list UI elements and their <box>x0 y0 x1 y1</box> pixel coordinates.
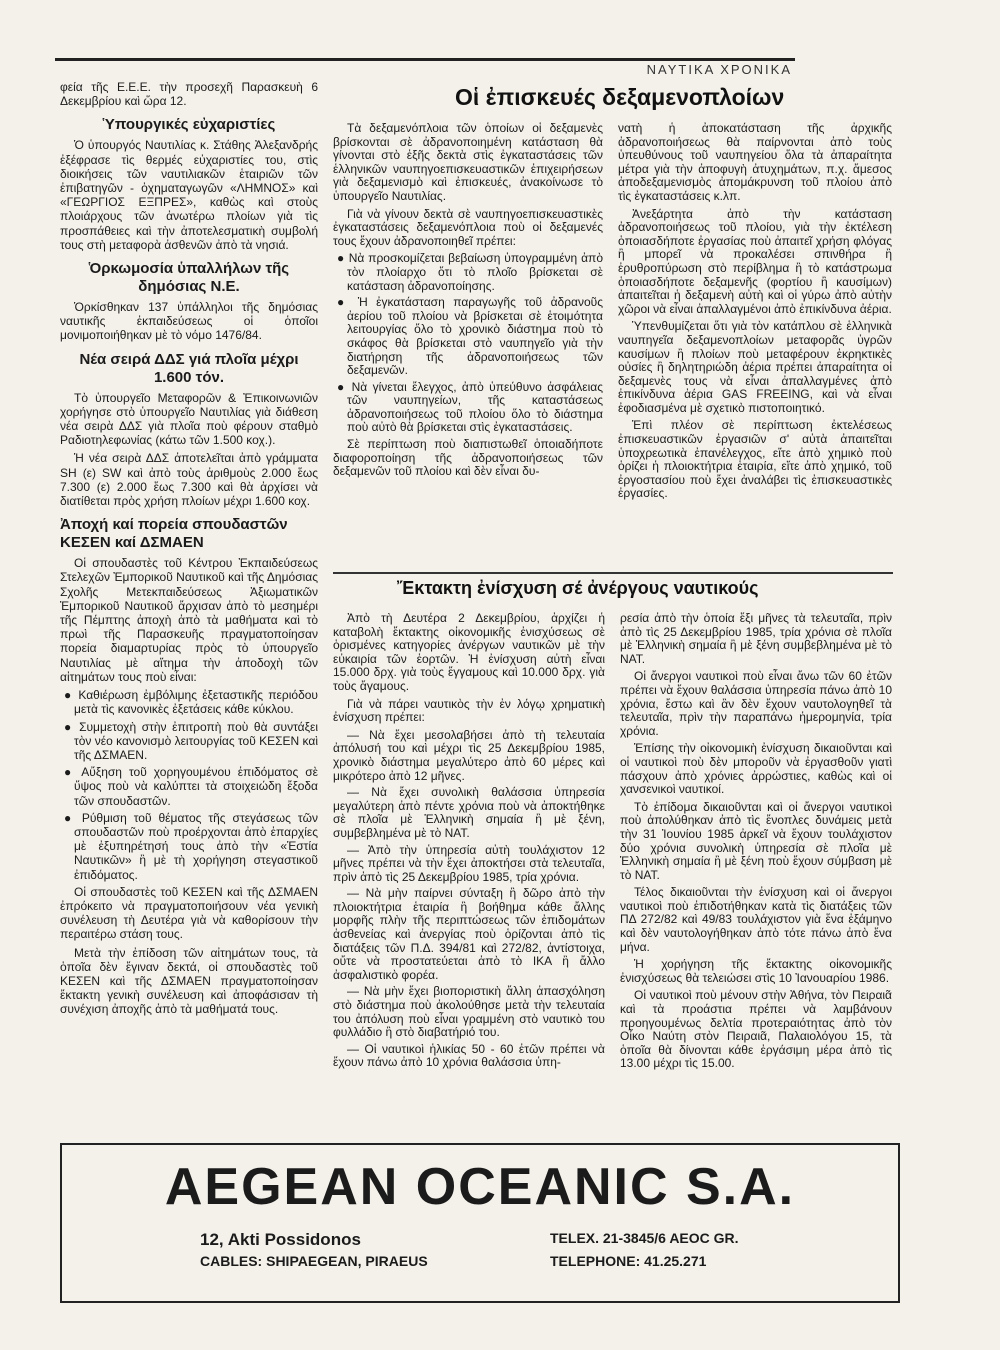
paragraph: Ὁ ὑπουργός Ναυτιλίας κ. Στάθης Ἀλεξανδρής ἐξέφρασε τὶς θερμές εὐχαριστίες του, στὶς διοικήσεις τῶν ναυτιλιακῶν ἑταιριῶν τῶν ἐπιβατηγῶν - ὀχηματαγωγῶν «ΛΗΜΝΟΣ» καὶ «ΓΕΩΡΓΙΟΣ ΕΞΠΡΕΣ», καθὼς καὶ στοὺς πλοιάρχους τῶν ἀνωτέρω πλοίων γιὰ τὶς προσπάθειες καὶ τὴν ἀποτελεσματικὴ συμβολή τους στὴ μεταφορὰ ἀσθενῶν ἀπὸ τὰ νησιά. <box>60 138 318 252</box>
paragraph: Τὸ ἐπίδομα δικαιοῦνται καὶ οἱ ἄνεργοι ναυτικοὶ ποὺ ἀπολύθηκαν ἀπὸ τὶς ἔνοπλες δυνάμεις μετὰ τὴν 31 Ἰουνίου 1985 ἀρκεῖ νὰ ἔχουν τουλάχιστον δύο χρόνια συνολικὴ ὑπηρεσία σὲ πλοῖα μὲ Ἑλληνικὴ σημαία ἢ μὲ ξένη ποὺ ἔχουν σύμβαση μὲ τὸ ΝΑΤ. <box>620 799 892 882</box>
paragraph: Ὁρκίσθηκαν 137 ὑπάλληλοι τῆς δημόσιας ναυτικῆς ἐκπαιδεύσεως οἱ ὁποῖοι μονιμοποιήθηκαν μὲ τὸ νόμο 1476/84. <box>60 300 318 343</box>
intro-text: φεία τῆς Ε.Ε.Ε. τὴν προσεχῆ Παρασκευὴ 6 Δεκεμβρίου καὶ ὥρα 12. <box>60 80 318 109</box>
section-title-dds: Νέα σειρά ΔΔΣ γιά πλοῖα μέχρι 1.600 τόν. <box>79 350 299 386</box>
company-address: 12, Akti Possidonos <box>200 1230 361 1249</box>
paragraph: Ἐπίσης τὴν οἰκονομικὴ ἐνίσχυση δικαιοῦνται καὶ οἱ ναυτικοὶ ποὺ δὲν μποροῦν νὰ ἐργασθοῦν γιατὶ πάσχουν ἀπὸ χρόνιες ἀρρώστιες, καθὼς καὶ οἱ χανσενικοὶ ναυτικοί. <box>620 741 892 797</box>
section-title-students: Ἀποχή καί πορεία σπουδαστῶν ΚΕΣΕΝ καί ΔΣΜΑΕΝ <box>60 516 288 552</box>
bullet-item: ● Συμμετοχὴ στὴν ἐπιτροπὴ ποὺ θὰ συντάξει τὸν νέο κανονισμὸ λειτουργίας τοῦ ΚΕΣΕΝ καὶ τῆς ΔΣΜΑΕΝ. <box>64 719 318 762</box>
repairs-column-2 <box>618 122 892 505</box>
paragraph: Οἱ σπουδαστὲς τοῦ Κέντρου Ἐκπαιδεύσεως Στελεχῶν Ἐμπορικοῦ Ναυτικοῦ καὶ τῆς Δημόσιας Σχολῆς Μετεκπαιδεύσεως Ἀξιωματικῶν Ἐμπορικοῦ Ναυτικοῦ ἄρχισαν ἀπὸ τὸ μεσημέρι τῆς Πέμπτης ἀποχὴ ἀπὸ τὰ μαθήματα καὶ τὸ πρωὶ τῆς Παρασκευῆς πραγματοποίησαν πορεία διαμαρτυρίας πρὸς τὸ ὑπουργεῖο Ναυτιλίας μὲ αἴτημα τὴν ἀποδοχὴ τῶν αἰτημάτων τους ποὺ εἶναι: <box>60 556 318 684</box>
paragraph: Γιὰ νὰ γίνουν δεκτὰ σὲ ναυπηγοεπισκευαστικὲς ἐγκαταστάσεις δεξαμενόπλοια ποὺ οἱ δεξαμενές τους ἔχουν ἀδρανοποιηθεῖ πρέπει: <box>333 206 603 248</box>
bullet-item: ● Ρύθμιση τοῦ θέματος τῆς στεγάσεως τῶν σπουδαστῶν ποὺ προέρχονται ἀπὸ ἐπαρχίες μὲ ἐξυπηρέτησή τους ἀπὸ τὴν «Ἑστία Ναυτικῶν» ἢ μὲ τὴ χορήγηση στεγαστικοῦ ἐπιδόματος. <box>64 810 318 882</box>
bullet-item: ● Καθιέρωση ἐμβόλιμης ἐξεταστικῆς περιόδου μετὰ τὶς κανονικὲς ἐξετάσεις κάθε κύκλου. <box>64 688 318 717</box>
left-column <box>60 80 318 1021</box>
header-rule <box>55 58 795 61</box>
dash-item: — Νὰ ἔχει μεσολαβήσει ἀπὸ τὴ τελευταία ἀπόλυσή του καὶ μέχρι τὶς 25 Δεκεμβρίου 1985, χρονικὸ διάστημα μεγαλύτερο ἀπὸ 60 μέρες καὶ μικρότερο ἀπὸ 12 μῆνες. <box>333 727 605 783</box>
company-telex: TELEX. 21-3845/6 AEOC GR. <box>550 1230 739 1246</box>
paragraph: Σὲ περίπτωση ποὺ διαπιστωθεῖ ὁποιαδήποτε διαφοροποίηση τῆς ἀδρανοποιήσεως τῶν δεξαμενῶν τοῦ πλοίου καὶ δὲν εἶναι δυ- <box>333 437 603 479</box>
paragraph: Οἱ σπουδαστὲς τοῦ ΚΕΣΕΝ καὶ τῆς ΔΣΜΑΕΝ ἐπρόκειτο νὰ πραγματοποιήσουν νέα γενικὴ συνέλευση τὴ Δευτέρα γιὰ νὰ καθορίσουν τὴν περαιτέρω στάση τους. <box>60 884 318 942</box>
paragraph: Ἐπὶ πλέον σὲ περίπτωση ἐκτελέσεως ἐπισκευαστικῶν ἐργασιῶν σ' αὐτὰ ἀπαιτεῖται ὑποχρεωτικὰ ἐπανέλεγχος, εἴτε ἀπὸ χημικὸ ποὺ ὁρίζει ἡ πλοιοκτήτρια ἑταιρία, εἴτε ἀπὸ χημικό, τοῦ ἐργοστασίου ποὺ ἔχει ἀναλάβει τὶς ἐπισκευαστικὲς ἐργασίες. <box>618 418 892 501</box>
company-name: AEGEAN OCEANIC S.A. <box>164 1158 796 1216</box>
masthead: ΝΑΥΤΙΚΑ ΧΡΟΝΙΚΑ <box>646 62 792 77</box>
dash-item: — Οἱ ναυτικοὶ ἡλικίας 50 - 60 ἐτῶν πρέπει νὰ ἔχουν πάνω ἀπὸ 10 χρόνια θαλάσσια ὑπη- <box>333 1041 605 1070</box>
paragraph: Τὰ δεξαμενόπλοια τῶν ὁποίων οἱ δεξαμενὲς βρίσκονται σὲ ἀδρανοποιημένη κατάσταση θὰ γίνονται στὸ ἑξῆς δεκτὰ στὶς ἐγκαταστάσεις τῶν ἑλληνικῶν ναυπηγοεπισκευαστικῶν ἐπιχειρήσεων γιὰ δεξαμενισμὸ καὶ ἐπισκευές, ἀνακοίνωσε τὸ ὑπουργεῖο Ναυτιλίας. <box>333 121 603 203</box>
advertisement-box <box>60 1143 900 1303</box>
bullet-item: ● Νὰ προσκομίζεται βεβαίωση ὑπογραμμένη ἀπὸ τὸν πλοίαρχο ὅτι τὸ πλοῖο βρίσκεται σὲ κατάσταση ἀδρανοποίησης. <box>337 251 603 293</box>
paragraph: Ἀπὸ τὴ Δευτέρα 2 Δεκεμβρίου, ἀρχίζει ἡ καταβολὴ ἔκτακτης οἰκονομικῆς ἐνισχύσεως σὲ ὁρισμένες κατηγορίες ἀνέργων ναυτικῶν μὲ τὴν εὐκαιρία τῶν ἑορτῶν. Ἡ ἐνίσχυση αὐτὴ εἶναι 15.000 δρχ. γιὰ τοὺς ἔγγαμους καὶ 10.000 δρχ. γιὰ τοὺς ἄγαμους. <box>333 611 605 693</box>
paragraph: Οἱ ναυτικοὶ ποὺ μένουν στὴν Ἀθήνα, τὸν Πειραιᾶ καὶ τὰ προάστια πρέπει νὰ λαμβάνουν προηγουμένως δελτία προτεραιότητας ἀπὸ τὸν Οἶκο Ναύτη στὸν Πειραιᾶ, Παλαιολόγου 15, τὰ ὁποῖα θὰ δίνονται κάθε ἐργάσιμη μέρα ἀπὸ τὶς 13.00 μέχρι τὶς 15.00. <box>620 988 892 1071</box>
bullet-item: ● Αὔξηση τοῦ χορηγουμένου ἐπιδόματος σὲ ὕψος ποὺ νὰ καλύπτει τὰ στοιχειώδη ἔξοδα τῶν σπουδαστῶν. <box>64 765 318 808</box>
dash-item: — Νὰ μὴν παίρνει σύνταξη ἢ δῶρο ἀπὸ τὴν πλοιοκτήτρια ἑταιρία ἢ βοήθημα κάθε ἄλλης μορφῆς πλὴν τῆς περιπτώσεως τῶν ἐπιδομάτων ἀσθενείας καὶ ἀνεργίας ποὺ ὁρίζονται ἀπὸ τὶς διατάξεις τῶν Π.Δ. 394/81 καὶ 272/82, ἀντίστοιχα, οὔτε νὰ προστατεύεται ἀπὸ τὸ ΙΚΑ ἢ ἄλλο ἀσφαλιστικὸ φορέα. <box>333 886 605 982</box>
aid-column-1 <box>333 612 605 1073</box>
section-divider <box>333 572 893 574</box>
paragraph: Τέλος δικαιοῦνται τὴν ἐνίσχυση καὶ οἱ ἄνεργοι ναυτικοὶ ποὺ ἐπιδοτήθηκαν κατὰ τὶς διατάξεις τῶν ΠΔ 272/82 καὶ 49/83 τουλάχιστον γιὰ ἕνα ἑξάμηνο καὶ δὲν ναυτολογήθηκαν ἀπὸ τότε πάνω ἀπὸ ἕνα μήνα. <box>620 885 892 954</box>
aid-column-2 <box>620 612 892 1075</box>
section-title-oath: Ὁρκωμοσία ὑπαλλήλων τῆς δημόσιας Ν.Ε. <box>88 260 290 296</box>
headline-unemployed-aid: Ἔκτακτη ἐνίσχυση σέ ἀνέργους ναυτικούς <box>397 578 759 598</box>
company-telephone: TELEPHONE: 41.25.271 <box>550 1253 707 1269</box>
company-cables: CABLES: SHIPAEGEAN, PIRAEUS <box>200 1253 428 1269</box>
repairs-column-1 <box>333 122 603 483</box>
bullet-item: ● Ἡ ἐγκατάσταση παραγωγῆς τοῦ ἀδρανοῦς ἀερίου τοῦ πλοίου νὰ βρίσκεται σὲ ἑτοιμότητα λειτουργίας ὅλο τὸ χρονικὸ διάστημα ποὺ τὸ σκάφος θὰ βρίσκεται στὸ ναυπηγεῖο γιὰ τὴν διατήρηση τῆς ἀδρανοποιήσεως τῶν δεξαμενῶν. <box>337 295 603 378</box>
dash-item: — Νὰ ἔχει συνολικὴ θαλάσσια ὑπηρεσία μεγαλύτερη ἀπὸ πέντε χρόνια ποὺ νὰ ἀποκτήθηκε σὲ πλοῖα μὲ Ἑλληνικὴ σημαία ἢ μὲ ξένη, συμβεβλημένα μὲ τὸ ΝΑΤ. <box>333 785 605 840</box>
paragraph: Οἱ ἄνεργοι ναυτικοὶ ποὺ εἶναι ἄνω τῶν 60 ἐτῶν πρέπει νὰ ἔχουν θαλάσσια ὑπηρεσία πάνω ἀπὸ 10 χρόνια, ἔστω καὶ ἂν δὲν ἔχουν ναυτολογηθεῖ τὰ τελευταῖα, πρὶν τὴν παραπάνω ἡμερομηνία, τρία χρόνια. <box>620 669 892 738</box>
paragraph: νατὴ ἡ ἀποκατάσταση τῆς ἀρχικῆς ἀδρανοποιήσεως θὰ παίρνονται ἀπὸ τοὺς ὑπευθύνους τοῦ ναυπηγείου ὅλα τὰ ἀπαραίτητα μέτρα γιὰ τὴν ἀποφυγὴ ἀτυχημάτων, π.χ. ἄμεσος ἀποδεξαμενισμὸς ἀπομάκρυνση τοῦ πλοίου ἀπὸ τὶς ἐγκαταστάσεις κ.λπ. <box>618 121 892 203</box>
paragraph: Ἀνεξάρτητα ἀπὸ τὴν κατάσταση ἀδρανοποιήσεως τοῦ πλοίου, γιὰ τὴν ἐκτέλεση ὁποιασδήποτε ἐργασίας ποὺ ἀπαιτεῖ χρήση φλόγας ἢ μπορεῖ νὰ προκαλέσει σπινθήρα ἢ ἐρυθροπύρωση στὸ περίβλημα ἢ τὸ κατάστρωμα ὁποιασδήποτε δεξαμενῆς (φορτίου ἢ καυσίμων) ἀπαιτεῖται ἡ δεξαμενὴ αὐτὴ καὶ οἱ γύρω ἀπὸ αὐτὴν χῶροι νὰ εἶναι ἀπαλλαγμένοι ἀπὸ ἐπικίνδυνα ἀέρια. <box>618 206 892 316</box>
paragraph: Γιὰ νὰ πάρει ναυτικὸς τὴν ἐν λόγῳ χρηματικὴ ἐνίσχυση πρέπει: <box>333 696 605 725</box>
bullet-item: ● Νὰ γίνεται ἔλεγχος, ἀπὸ ὑπεύθυνο ἀσφάλειας τῶν ναυπηγείων, τῆς καταστάσεως ἀδρανοποιήσεως τοῦ πλοίου ὅλο τὸ διάστημα ποὺ αὐτὸ θὰ βρίσκεται στὶς ἐγκαταστάσεις. <box>337 379 603 435</box>
dash-item: — Ἀπὸ τὴν ὑπηρεσία αὐτὴ τουλάχιστον 12 μῆνες πρέπει νὰ τὴν ἔχει ἀποκτήσει στὰ τελευταῖα, πρὶν ἀπὸ τὶς 25 Δεκεμβρίου 1985, τρία χρόνια. <box>333 842 605 884</box>
paragraph: Ἡ χορήγηση τῆς ἔκτακτης οἰκονομικῆς ἐνισχύσεως θὰ τελειώσει στὶς 10 Ἰανουαρίου 1986. <box>620 957 892 985</box>
dash-item: — Νὰ μὴν ἔχει βιοποριστικὴ ἄλλη ἀπασχόληση στὸ διάστημα ποὺ ἀκολούθησε μετὰ τὴν τελευταία του ἀπόλυση ποὺ εἶναι γραμμένη στὸ ναυτικὸ του φυλλάδιο ἢ στὸ διαβατήριό του. <box>333 984 605 1040</box>
headline-tanker-repairs: Οἱ ἐπισκευές δεξαμενοπλοίων <box>455 84 785 110</box>
paragraph: Ὑπενθυμίζεται ὅτι γιὰ τὸν κατάπλου σὲ ἑλληνικὰ ναυπηγεῖα δεξαμενοπλοίων μεταφορᾶς ὑγρῶν καυσίμων ἢ πλοίων ποὺ μεταφέρουν ἐκρηκτικὲς οὐσίες ἢ δηλητηριώδη ἀέρια πρέπει ἀπαραίτητα οἱ δεξαμενὲς τους νὰ εἶναι ἀπαλλαγμένες ἀπὸ ἐπικίνδυνα ἀέρια GAS FREEING, καὶ νὰ εἶναι ἐφοδιασμένα μὲ σχετικὸ πιστοποιητικό. <box>618 319 892 415</box>
section-title-thanks: Ὑπουργικές εὐχαριστίες <box>102 116 276 134</box>
paragraph: Ἡ νέα σειρὰ ΔΔΣ ἀποτελεῖται ἀπὸ γράμματα SH (ε) SW καὶ ἀπὸ τοὺς ἀριθμοὺς 2.000 ἕως 7.300 (ε) 2.000 ἕως 7.300 καὶ θὰ ἀρχίσει νὰ διατίθεται πρὸς χρήση πλοίων μέχρι 1.600 κοχ. <box>60 451 318 509</box>
paragraph: Μετὰ τὴν ἐπίδοση τῶν αἰτημάτων τους, τὰ ὁποῖα δὲν ἔγιναν δεκτά, οἱ σπουδαστὲς τοῦ ΚΕΣΕΝ καὶ τῆς ΔΣΜΑΕΝ πραγματοποίησαν ἔκτακτη γενικὴ συνέλευση καὶ ἀποφάσισαν τὴ συνέχιση ἀποχῆς ἀπὸ τὰ μαθήματά τους. <box>60 945 318 1017</box>
paragraph: Τὸ ὑπουργεῖο Μεταφορῶν & Ἐπικοινωνιῶν χορήγησε στὸ ὑπουργεῖο Ναυτιλίας γιὰ διάθεση νέα σειρὰ ΔΔΣ γιὰ πλοῖα ποὺ φέρουν σταθμὸ Ραδιοτηλεφωνίας (κάτω τῶν 1.500 κοχ.). <box>60 390 318 448</box>
paragraph: ρεσία ἀπὸ τὴν ὁποία ἕξι μῆνες τὰ τελευταῖα, πρὶν ἀπὸ τὶς 25 Δεκεμβρίου 1985, τρία χρόνια σὲ πλοῖα μὲ Ἑλληνικὴ σημαία ἢ μὲ ξένη συμβεβλημένα μὲ τὸ ΝΑΤ. <box>620 611 892 666</box>
